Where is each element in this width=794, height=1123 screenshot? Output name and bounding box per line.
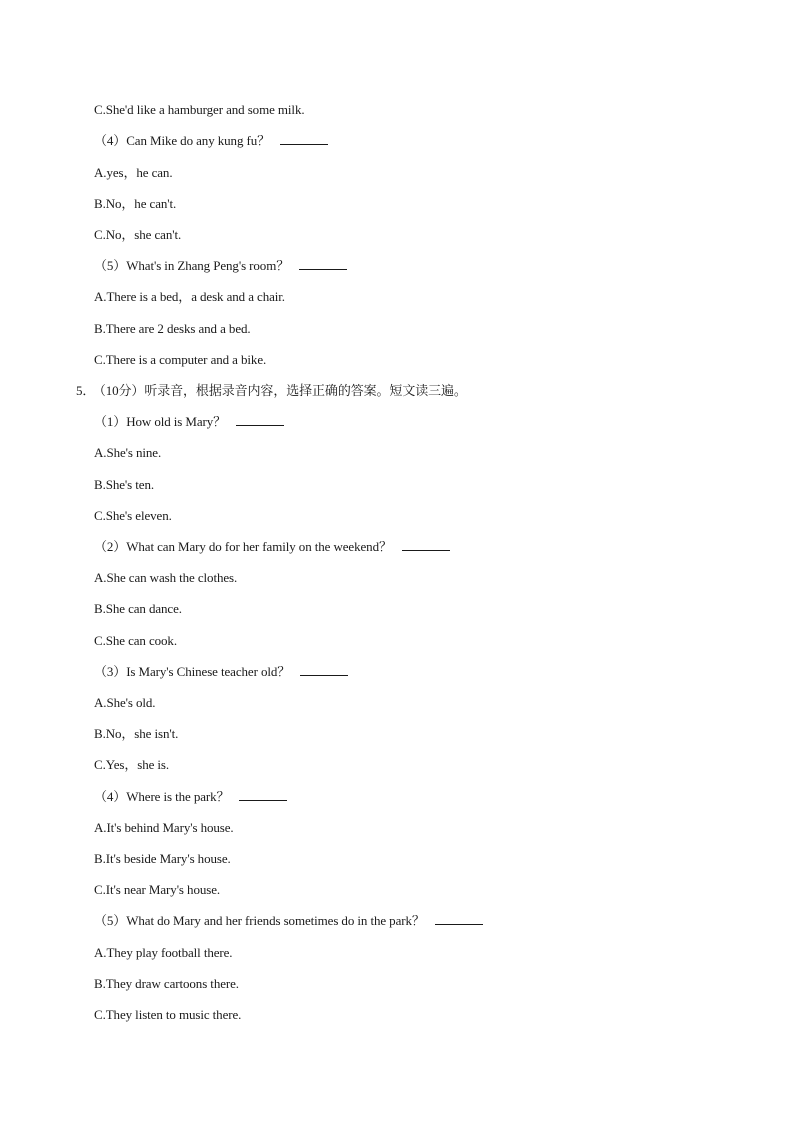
prev-q5-question: （5）What's in Zhang Peng's room？ [94,258,347,274]
s5-q3-option-a: A.She's old. [94,695,156,710]
answer-blank[interactable] [402,539,450,551]
section-instruction: （10分）听录音，根据录音内容，选择正确的答案。短文读三遍。 [99,383,467,398]
answer-blank[interactable] [280,133,328,145]
s5-q5-option-c: C.They listen to music there. [94,1007,242,1022]
s5-q5-question: （5）What do Mary and her friends sometimes do in the park？ [94,913,483,929]
s5-q4-option-b: B.It's beside Mary's house. [94,851,231,866]
answer-blank[interactable] [299,258,347,270]
prev-q3-option-c: C.She'd like a hamburger and some milk. [94,102,305,117]
s5-q4-option-a: A.It's behind Mary's house. [94,820,234,835]
prev-q5-option-c: C.There is a computer and a bike. [94,352,267,367]
answer-blank[interactable] [435,913,483,925]
s5-q3-option-c: C.Yes，she is. [94,757,170,772]
section-number: 5． [76,383,96,398]
prev-q5-option-a: A.There is a bed，a desk and a chair. [94,289,285,304]
s5-q1-option-c: C.She's eleven. [94,508,172,523]
prev-q5-option-b: B.There are 2 desks and a bed. [94,321,251,336]
s5-q1-question: （1）How old is Mary？ [94,414,284,430]
prev-q4-option-a: A.yes，he can. [94,165,173,180]
section-5-heading [76,383,467,399]
prev-q4-option-c: C.No，she can't. [94,227,182,242]
s5-q5-option-a: A.They play football there. [94,945,233,960]
s5-q4-option-c: C.It's near Mary's house. [94,882,221,897]
answer-blank[interactable] [300,664,348,676]
s5-q1-option-b: B.She's ten. [94,477,155,492]
s5-q3-option-b: B.No，she isn't. [94,726,179,741]
answer-blank[interactable] [239,789,287,801]
s5-q4-question: （4）Where is the park？ [94,789,287,805]
s5-q2-question: （2）What can Mary do for her family on the weekend？ [94,539,450,555]
prev-q4-option-b: B.No，he can't. [94,196,177,211]
s5-q3-question: （3）Is Mary's Chinese teacher old？ [94,664,348,680]
s5-q2-option-c: C.She can cook. [94,633,177,648]
s5-q1-option-a: A.She's nine. [94,445,162,460]
answer-blank[interactable] [236,414,284,426]
s5-q2-option-a: A.She can wash the clothes. [94,570,238,585]
prev-q4-question: （4）Can Mike do any kung fu？ [94,133,328,149]
s5-q5-option-b: B.They draw cartoons there. [94,976,239,991]
s5-q2-option-b: B.She can dance. [94,601,182,616]
